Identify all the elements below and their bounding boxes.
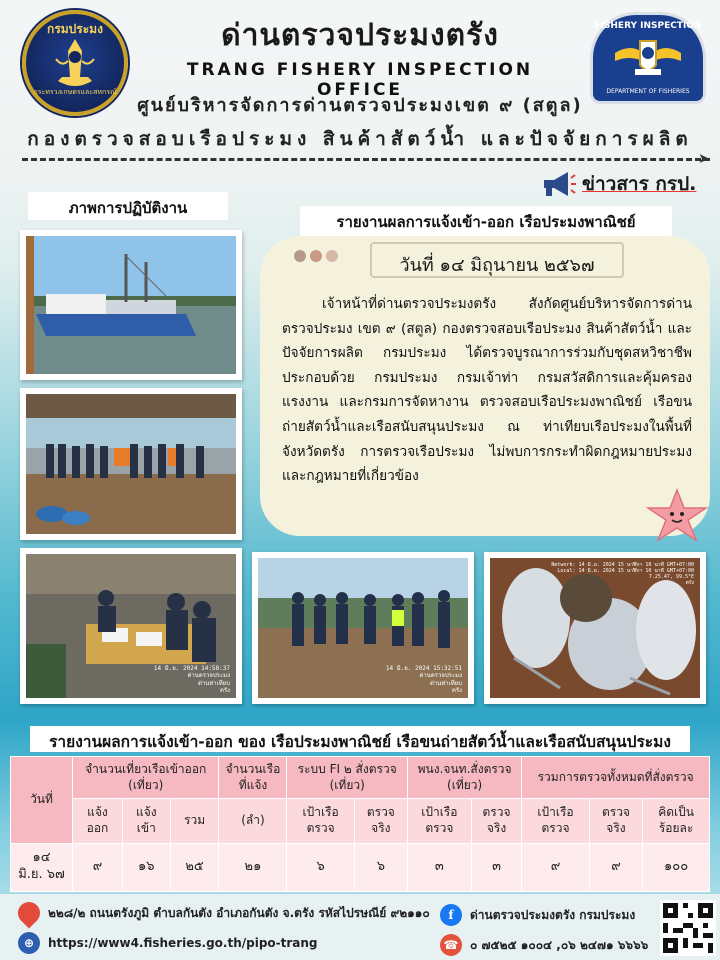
card-dots [294, 250, 338, 262]
table-header-group: รวมการตรวจทั้งหมดที่สั่งตรวจ [522, 757, 710, 799]
location-pin-icon [13, 897, 44, 928]
page-title: ด่านตรวจประมงตรัง [221, 18, 499, 53]
photo-timestamp: 14 มิ.ย. 2024 14:58:37 ด่านตรวจประมง ด่านท่าเทียบ ตรัง [153, 665, 230, 694]
table-header-group: จำนวนเรือ ที่แจ้ง [219, 757, 287, 799]
table-header-group: ระบบ FI ๒ สั่งตรวจ (เที่ยว) [287, 757, 407, 799]
emblem-icon [52, 37, 98, 89]
table-header-date: วันที่ [11, 757, 73, 844]
news-tag [540, 166, 696, 202]
table-cell: ๖ [354, 843, 407, 891]
logo-right-top: FISHERY INSPECTION [594, 21, 702, 31]
subtitle-center: ศูนย์บริหารจัดการด่านตรวจประมงเขต ๙ (สตูล) [137, 95, 583, 116]
table-subheader: เป้าเรือ ตรวจ [407, 799, 471, 843]
news-label: ข่าวสาร กรป. [582, 173, 697, 195]
photo-inspection-team [252, 552, 474, 704]
table-header-group: จำนวนเที่ยวเรือเข้าออก (เที่ยว) [73, 757, 219, 799]
facebook-icon: f [440, 904, 462, 926]
table-cell: ๙ [522, 843, 590, 891]
dot-icon [294, 250, 306, 262]
photo-timestamp: 14 มิ.ย. 2024 15:32:51 ด่านตรวจประมง ด่านท่าเทียบ ตรัง [385, 665, 462, 694]
megaphone-icon [540, 170, 576, 198]
table-subheader: แจ้ง ออก [73, 799, 123, 843]
table-subheader: เป้าเรือ ตรวจ [287, 799, 354, 843]
table-cell: ๖ [287, 843, 354, 891]
page-title-en: TRANG FISHERY INSPECTION OFFICE [186, 60, 534, 100]
fishery-inspection-logo [590, 12, 706, 104]
report-table [10, 756, 710, 892]
table-cell: ๙ [73, 843, 123, 891]
table-subheader: คิดเป็น ร้อยละ [643, 799, 710, 843]
table-subheader: แจ้ง เข้า [122, 799, 170, 843]
phone-icon: ☎ [440, 934, 462, 956]
starfish-icon [644, 488, 710, 544]
footer-address [18, 902, 430, 924]
subtitle-division: กองตรวจสอบเรือประมง สินค้าสัตว์น้ำ และปัจจัยการผลิต [27, 128, 693, 150]
website-link[interactable]: https://www4.fisheries.go.th/pipo-trang [48, 936, 318, 950]
qr-code-icon [663, 903, 713, 953]
table-cell: ๓ [471, 843, 522, 891]
logo-right-bottom: DEPARTMENT OF FISHERIES [606, 88, 690, 95]
table-subheader-row [11, 799, 710, 843]
table-header-group: พนง.จนท.สั่งตรวจ (เที่ยว) [407, 757, 521, 799]
table-header-row [11, 757, 710, 799]
arrow-right-icon: ➤ [698, 151, 710, 167]
table-cell: ๑๐๐ [643, 843, 710, 891]
logo-left-sub: กระทรวงเกษตรและสหกรณ์ [33, 88, 117, 96]
report-body: เจ้าหน้าที่ด่านตรวจประมงตรัง สังกัดศูนย์บริหารจัดการด่านตรวจประมง เขต ๙ (สตูล) กองตรวจสอบเรือประมง สินค้าสัตว์น้ำ และปัจจัยการผลิต กรมประมง ได้ตรวจบูรณาการร่วมกับชุดสหวิชาชีพ ประกอบด้วย กรมประมง กรมเจ้าท่า กรมสวัสดิการและคุ้มครองแรงงาน และกรมการจัดหางาน ตรวจสอบเรือประมงพาณิชย์ เรือขนถ่ายสัตว์น้ำและเรือสนับสนุนประมง ณ ท่าเทียบเรือประมงในพื้นที่จังหวัดตรัง การตรวจเรือประมง ไม่พบการกระทำผิดกฎหมายประมงและกฎหมายที่เกี่ยวข้อง [282, 296, 692, 485]
footer-phone [440, 934, 648, 956]
photo-section-tag: ภาพการปฏิบัติงาน [28, 192, 228, 220]
footer-facebook[interactable] [440, 904, 635, 926]
wings-badge-icon [613, 35, 683, 81]
table-cell: ๑๖ [122, 843, 170, 891]
table-cell-date: ๑๔ มิ.ย. ๖๗ [11, 843, 73, 891]
team-photo-image [26, 394, 236, 534]
facebook-page[interactable]: ด่านตรวจประมงตรัง กรมประมง [470, 907, 636, 922]
globe-icon: ⊕ [18, 932, 40, 954]
qr-code[interactable] [660, 900, 716, 956]
header-divider [22, 158, 710, 161]
table-cell: ๓ [407, 843, 471, 891]
report-section-tag: รายงานผลการแจ้งเข้า-ออก เรือประมงพาณิชย์ [300, 206, 672, 236]
table-title: รายงานผลการแจ้งเข้า-ออก ของ เรือประมงพาณิชย์ เรือขนถ่ายสัตว์น้ำและเรือสนับสนุนประมง [30, 726, 690, 752]
footer-website[interactable] [18, 932, 318, 954]
address-text: ๒๒๘/๒ ถนนตรังภูมิ ตำบลกันตัง อำเภอกันตัง จ.ตรัง รหัสไปรษณีย์ ๙๒๑๑๐ [48, 905, 430, 920]
photo-team-group [20, 388, 242, 540]
boat-photo-image [26, 236, 236, 374]
photo-fishing-boat [20, 230, 242, 380]
table-cell: ๒๑ [219, 843, 287, 891]
dot-icon [310, 250, 322, 262]
dot-icon [326, 250, 338, 262]
department-of-fisheries-logo [22, 10, 128, 116]
table-subheader: รวม [170, 799, 219, 843]
photo-catch-bags [484, 552, 706, 704]
table-row [11, 843, 710, 891]
table-subheader: เป้าเรือ ตรวจ [522, 799, 590, 843]
report-date: วันที่ ๑๔ มิถุนายน ๒๕๖๗ [370, 242, 624, 278]
phone-number: ๐ ๗๕๒๕ ๑๐๐๔ ,๐๖ ๒๔๗๑ ๖๖๖๖ [470, 937, 649, 952]
logo-left-text: กรมประมง [47, 22, 103, 36]
table-subheader: ตรวจ จริง [354, 799, 407, 843]
photo-gps-stamp: Network: 14 มิ.ย. 2024 15 นาฬิกา 10 นาที GMT+07:00 Local: 14 มิ.ย. 2024 15 นาฬิกา 10 นาที GMT+07:00 7.25.47, 99.5°E ตรัง [551, 562, 694, 586]
photo-document-check [20, 548, 242, 704]
table-subheader: ตรวจ จริง [471, 799, 522, 843]
table-cell: ๒๕ [170, 843, 219, 891]
table-cell: ๙ [589, 843, 642, 891]
table-subheader: (ลำ) [219, 799, 287, 843]
table-subheader: ตรวจ จริง [589, 799, 642, 843]
